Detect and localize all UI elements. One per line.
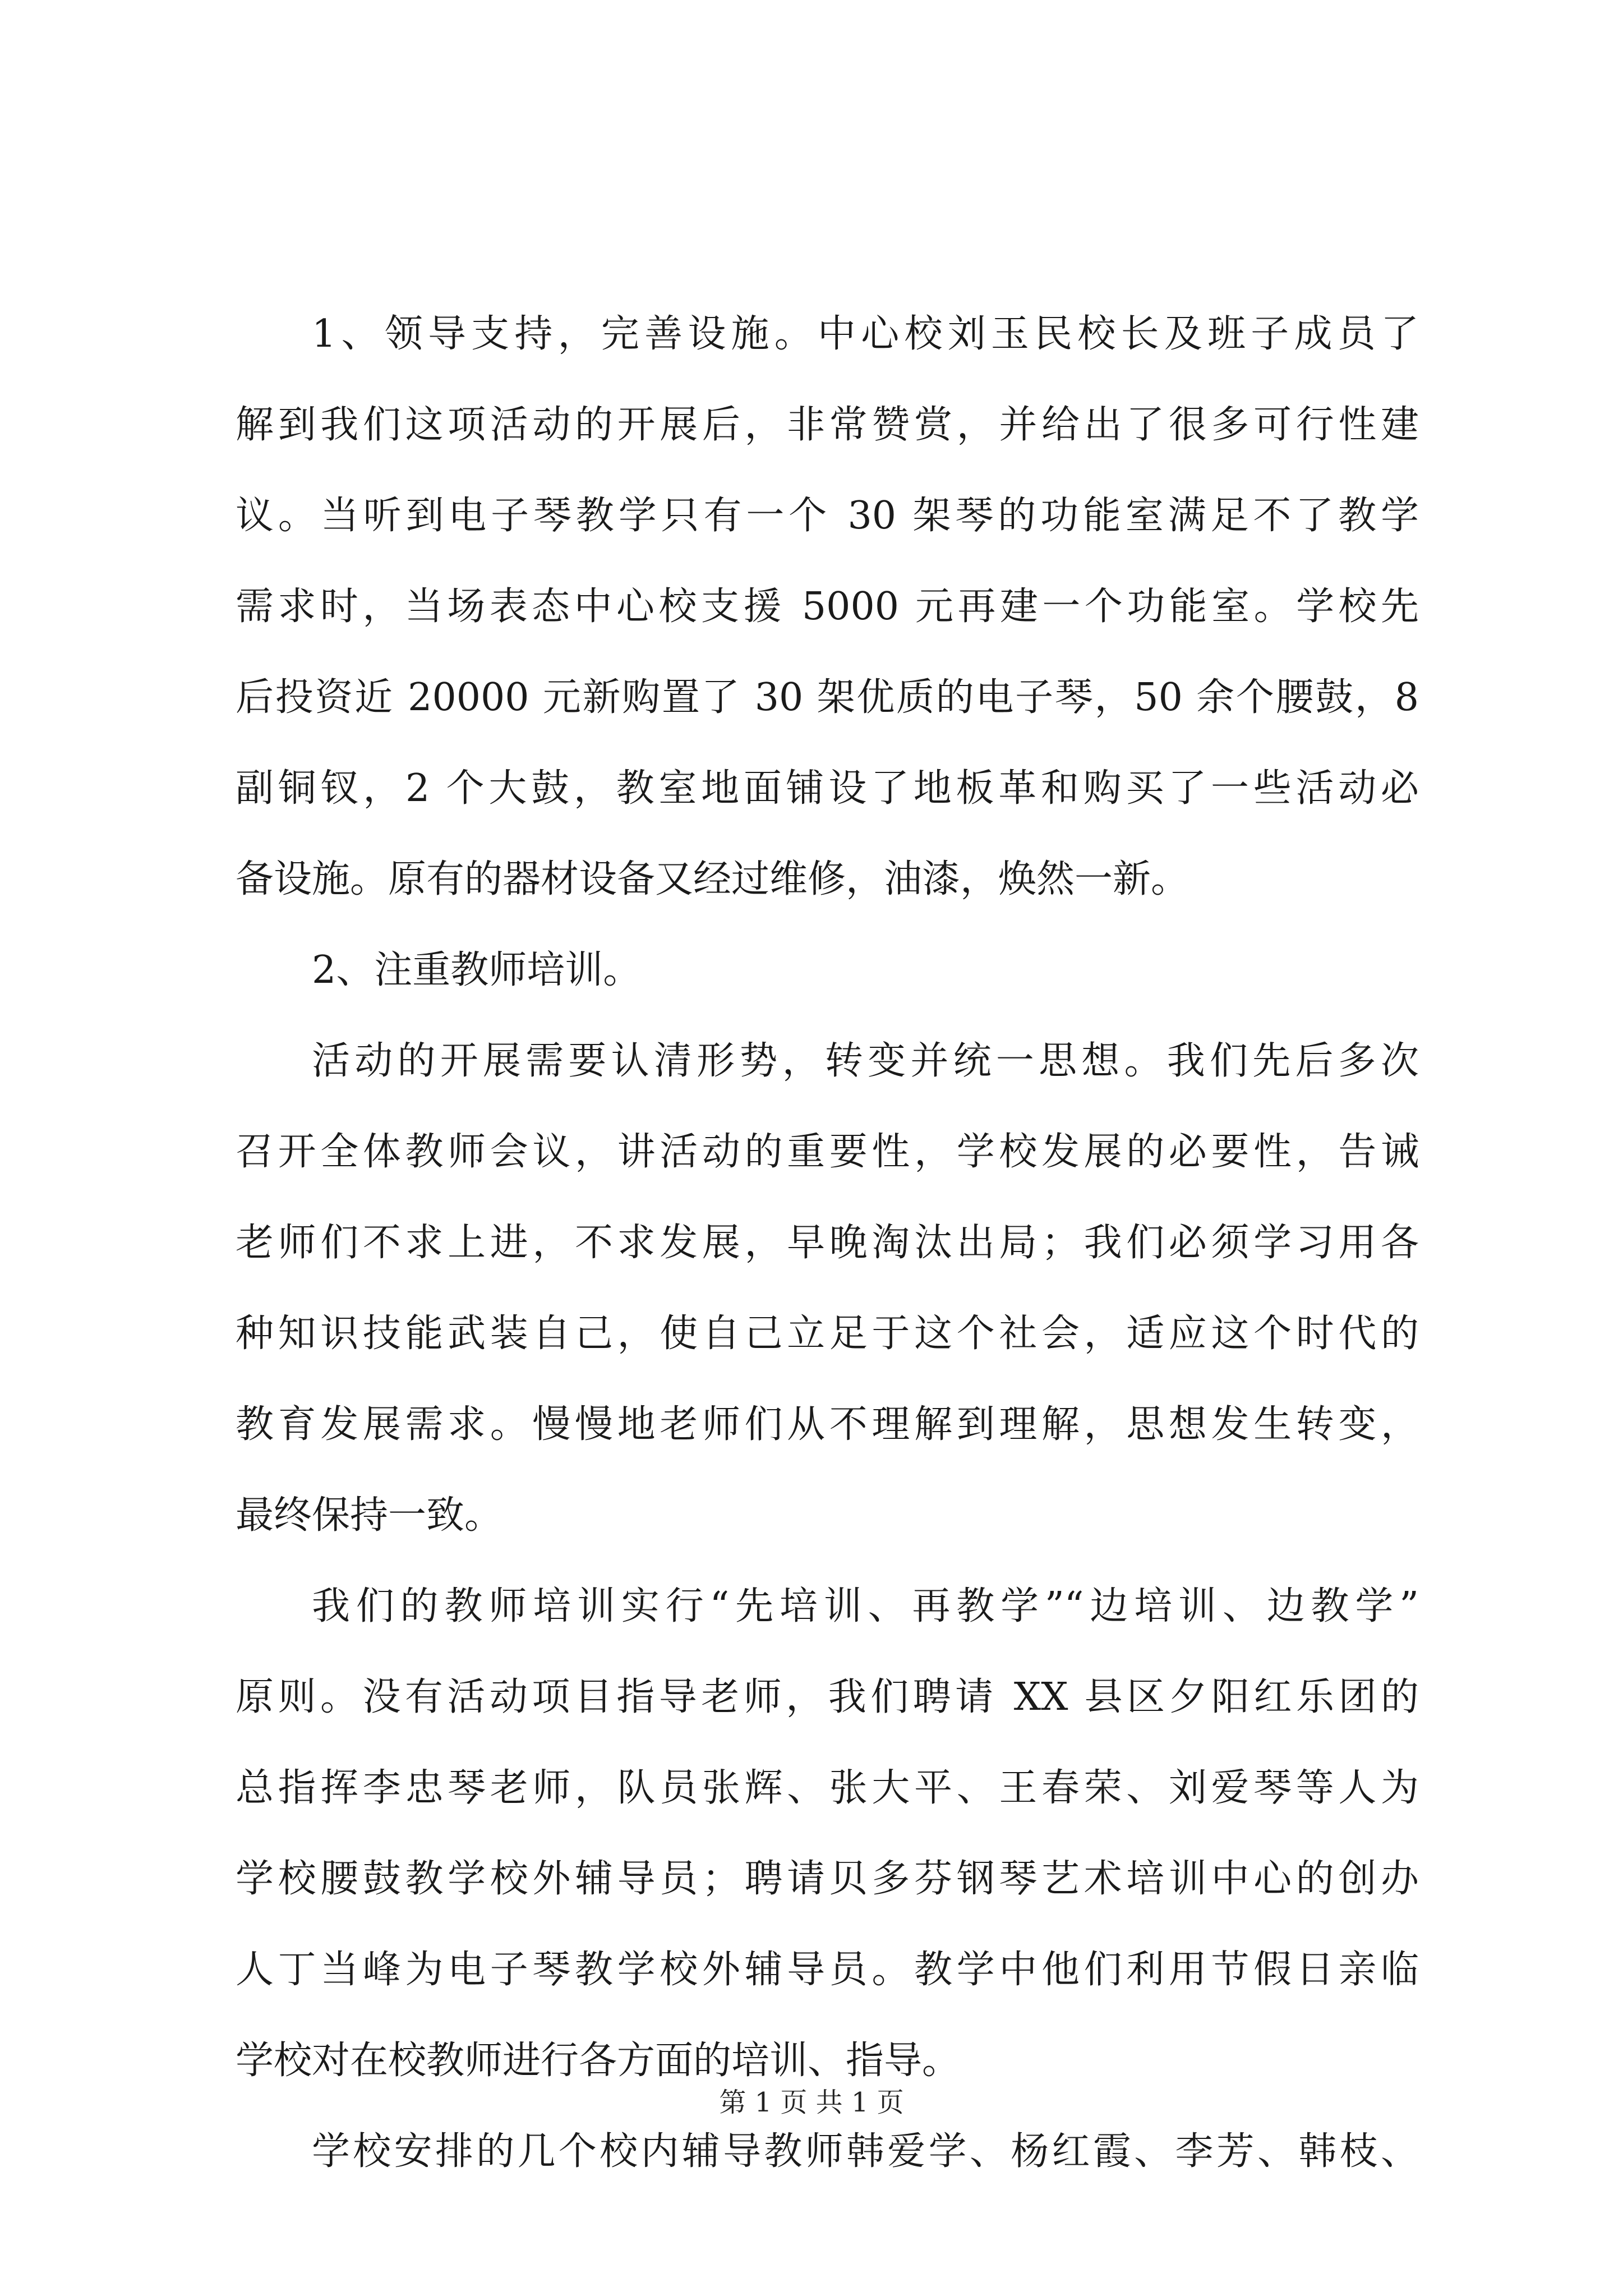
paragraph-line: 学校安排的几个校内辅导教师韩爱学、杨红霞、李芳、韩枝、: [312, 2129, 1419, 2174]
paragraph-line: 教育发展需求。慢慢地老师们从不理解到理解，思想发生转变，: [236, 1402, 1419, 1447]
paragraph-line: 需求时，当场表态中心校支援 5000 元再建一个功能室。学校先: [236, 585, 1419, 629]
paragraph-line: 最终保持一致。: [236, 1493, 503, 1538]
paragraph-line: 学校腰鼓教学校外辅导员；聘请贝多芬钢琴艺术培训中心的创办: [236, 1857, 1419, 1901]
body-text: [236, 289, 1419, 2197]
paragraph-line: 后投资近 20000 元新购置了 30 架优质的电子琴，50 余个腰鼓，8: [236, 675, 1419, 720]
paragraph-line: 种知识技能武装自己，使自己立足于这个社会，适应这个时代的: [236, 1312, 1419, 1356]
paragraph-line: 备设施。原有的器材设备又经过维修，油漆，焕然一新。: [236, 857, 1189, 901]
paragraph-line: 活动的开展需要认清形势，转变并统一思想。我们先后多次: [312, 1039, 1419, 1083]
section-heading: 2、注重教师培训。: [312, 948, 642, 992]
paragraph-line: 人丁当峰为电子琴教学校外辅导员。教学中他们利用节假日亲临: [236, 1948, 1419, 1992]
paragraph-line: 议。当听到电子琴教学只有一个 30 架琴的功能室满足不了教学: [236, 494, 1419, 538]
paragraph-line: 副铜钗，2 个大鼓，教室地面铺设了地板革和购买了一些活动必: [236, 766, 1419, 811]
paragraph-line: 我们的教师培训实行“先培训、再教学”“边培训、边教学”: [312, 1584, 1419, 1628]
paragraph-line: 解到我们这项活动的开展后，非常赞赏，并给出了很多可行性建: [236, 403, 1419, 447]
paragraph-line: 总指挥李忠琴老师，队员张辉、张大平、王春荣、刘爱琴等人为: [236, 1766, 1419, 1810]
paragraph-line: 学校对在校教师进行各方面的培训、指导。: [236, 2039, 961, 2083]
page-footer: 第 1 页 共 1 页: [719, 2087, 904, 2118]
paragraph-line: 原则。没有活动项目指导老师，我们聘请 XX 县区夕阳红乐团的: [236, 1675, 1419, 1719]
paragraph-line: 召开全体教师会议，讲活动的重要性，学校发展的必要性，告诫: [236, 1130, 1419, 1174]
paragraph-line: 老师们不求上进，不求发展，早晚淘汰出局；我们必须学习用各: [236, 1221, 1419, 1265]
paragraph-line: 1、领导支持，完善设施。中心校刘玉民校长及班子成员了: [312, 312, 1419, 356]
